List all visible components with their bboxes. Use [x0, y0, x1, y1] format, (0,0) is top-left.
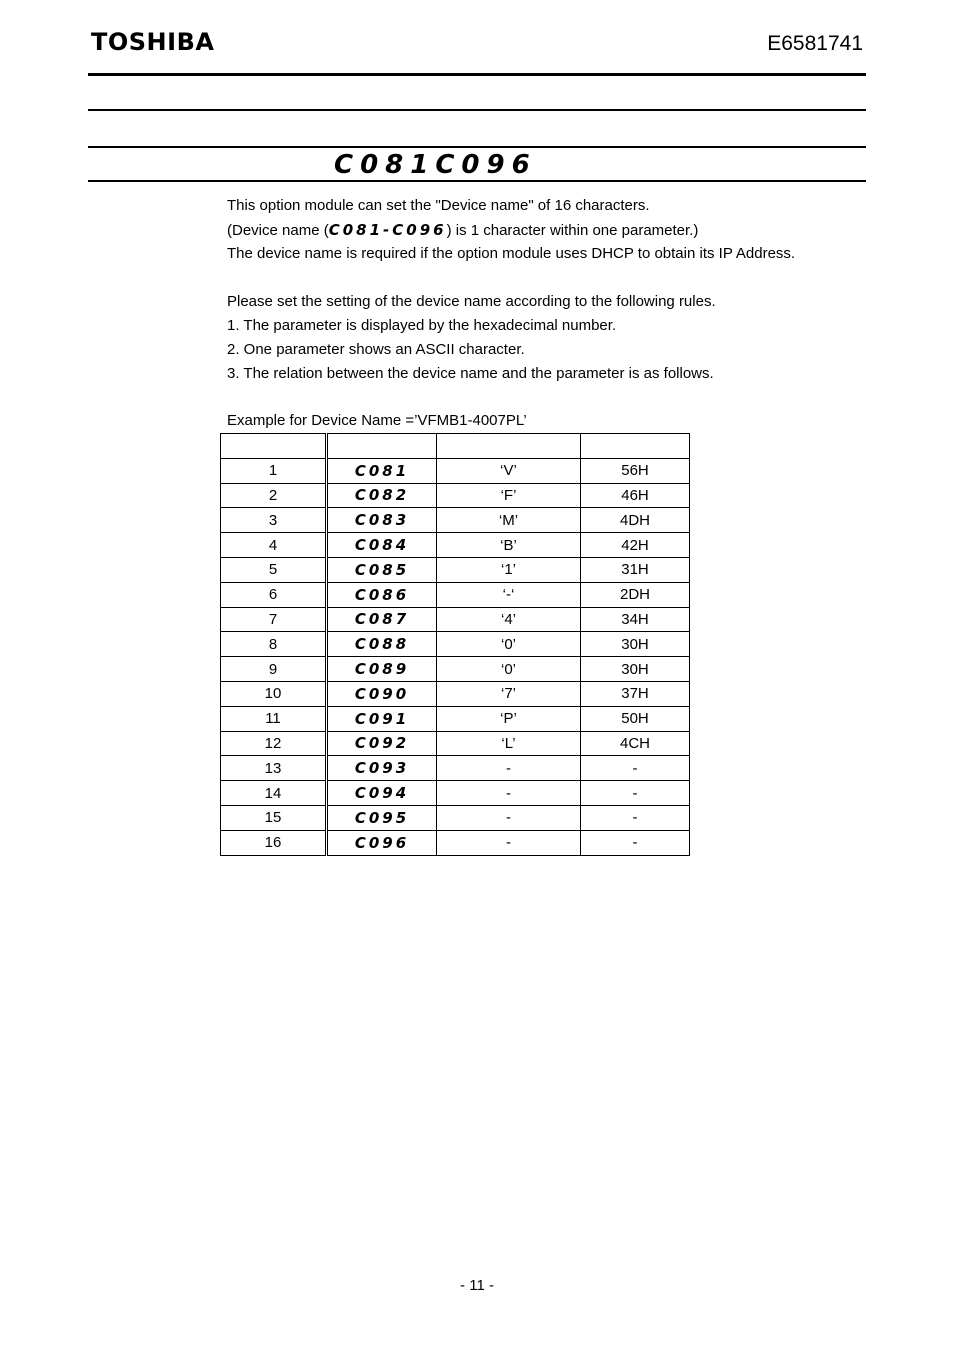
- table-row: [221, 756, 690, 781]
- row-number-cell: 10: [221, 681, 327, 706]
- row-number-cell: 16: [221, 830, 327, 855]
- row-number-cell: 9: [221, 657, 327, 682]
- parameter-display: C083: [354, 511, 410, 530]
- table-row: [221, 681, 690, 706]
- parameter-cell: [327, 458, 437, 483]
- header-rule: [88, 73, 866, 76]
- row-number-cell: 5: [221, 557, 327, 582]
- row-number-cell: 3: [221, 508, 327, 533]
- parameter-range-inline: C081-C096: [328, 221, 447, 239]
- hex-value-cell: -: [581, 805, 690, 830]
- hex-value-cell: 31H: [581, 557, 690, 582]
- character-cell: ‘4’: [437, 607, 581, 632]
- row-number-cell: 12: [221, 731, 327, 756]
- parameter-display: C085: [354, 560, 410, 579]
- page-number: - 11 -: [460, 1277, 494, 1294]
- section-rule-middle: [88, 146, 866, 148]
- rules-list: [227, 290, 716, 386]
- table-row: [221, 557, 690, 582]
- intro-line-3: The device name is required if the option module uses DHCP to obtain its IP Address.: [227, 245, 796, 262]
- table-row: [221, 805, 690, 830]
- parameter-display: C088: [354, 635, 410, 654]
- parameter-cell: [327, 483, 437, 508]
- section-rule-top: [88, 109, 866, 111]
- parameter-display: C096: [354, 833, 410, 852]
- hex-value-cell: 50H: [581, 706, 690, 731]
- parameter-cell: [327, 533, 437, 558]
- character-cell: ‘F’: [437, 483, 581, 508]
- table-row: [221, 483, 690, 508]
- row-number-cell: 2: [221, 483, 327, 508]
- character-cell: -: [437, 756, 581, 781]
- table-body: [221, 458, 690, 855]
- rule-item: 1. The parameter is displayed by the hexadecimal number.: [227, 317, 617, 334]
- parameter-cell: [327, 657, 437, 682]
- header-cell: [581, 434, 690, 459]
- parameter-cell: [327, 805, 437, 830]
- character-cell: ‘L’: [437, 731, 581, 756]
- hex-value-cell: 2DH: [581, 582, 690, 607]
- row-number-cell: 6: [221, 582, 327, 607]
- hex-value-cell: 56H: [581, 458, 690, 483]
- table-header-row: [221, 434, 690, 459]
- parameter-cell: [327, 706, 437, 731]
- header-cell: [221, 434, 327, 459]
- row-number-cell: 15: [221, 805, 327, 830]
- parameter-cell: [327, 731, 437, 756]
- rule-item: 3. The relation between the device name and the parameter is as follows.: [227, 365, 714, 382]
- row-number-cell: 1: [221, 458, 327, 483]
- parameter-display: C082: [354, 486, 410, 505]
- character-cell: -: [437, 805, 581, 830]
- row-number-cell: 8: [221, 632, 327, 657]
- intro-line-2-suffix: ) is 1 character within one parameter.): [446, 222, 699, 239]
- parameter-display: C094: [354, 784, 410, 803]
- character-cell: -: [437, 830, 581, 855]
- parameter-display: C087: [354, 610, 410, 629]
- character-cell: ‘V’: [437, 458, 581, 483]
- hex-value-cell: -: [581, 830, 690, 855]
- example-caption: Example for Device Name =’VFMB1-4007PL’: [227, 412, 527, 429]
- intro-line-2: [227, 218, 795, 242]
- parameter-display: C084: [354, 536, 410, 555]
- header-cell: [327, 434, 437, 459]
- table-row: [221, 830, 690, 855]
- parameter-display: C093: [354, 759, 410, 778]
- table-row: [221, 781, 690, 806]
- character-cell: ‘1’: [437, 557, 581, 582]
- brand-logo: TOSHIBA: [91, 28, 215, 56]
- row-number-cell: 4: [221, 533, 327, 558]
- character-cell: ‘7’: [437, 681, 581, 706]
- parameter-display: C090: [354, 684, 410, 703]
- hex-value-cell: 42H: [581, 533, 690, 558]
- parameter-cell: [327, 508, 437, 533]
- character-cell: -: [437, 781, 581, 806]
- table-row: [221, 582, 690, 607]
- intro-line-1: This option module can set the "Device name" of 16 characters.: [227, 197, 650, 214]
- character-cell: ‘P’: [437, 706, 581, 731]
- parameter-cell: [327, 756, 437, 781]
- parameter-cell: [327, 781, 437, 806]
- character-cell: ‘B’: [437, 533, 581, 558]
- parameter-display: C095: [354, 808, 410, 827]
- parameter-cell: [327, 607, 437, 632]
- table-row: [221, 508, 690, 533]
- hex-value-cell: 37H: [581, 681, 690, 706]
- parameter-cell: [327, 582, 437, 607]
- row-number-cell: 13: [221, 756, 327, 781]
- character-cell: ‘-‘: [437, 582, 581, 607]
- parameter-cell: [327, 632, 437, 657]
- row-number-cell: 14: [221, 781, 327, 806]
- device-name-table: [220, 433, 690, 856]
- table-row: [221, 657, 690, 682]
- parameter-range-title: C081C096: [334, 150, 537, 180]
- character-cell: ‘M’: [437, 508, 581, 533]
- parameter-cell: [327, 830, 437, 855]
- hex-value-cell: 4DH: [581, 508, 690, 533]
- row-number-cell: 11: [221, 706, 327, 731]
- parameter-cell: [327, 557, 437, 582]
- table-row: [221, 607, 690, 632]
- hex-value-cell: 4CH: [581, 731, 690, 756]
- parameter-display: C081: [354, 461, 410, 480]
- table-row: [221, 632, 690, 657]
- document-number: E6581741: [767, 32, 863, 55]
- table-row: [221, 706, 690, 731]
- parameter-display: C089: [354, 660, 410, 679]
- rule-item: 2. One parameter shows an ASCII character.: [227, 341, 525, 358]
- hex-value-cell: 30H: [581, 632, 690, 657]
- row-number-cell: 7: [221, 607, 327, 632]
- table-row: [221, 458, 690, 483]
- character-cell: ‘0’: [437, 632, 581, 657]
- parameter-display: C091: [354, 709, 410, 728]
- rules-intro: Please set the setting of the device name according to the following rules.: [227, 293, 716, 310]
- intro-line-2-prefix: (Device name (: [227, 222, 329, 239]
- parameter-cell: [327, 681, 437, 706]
- hex-value-cell: -: [581, 756, 690, 781]
- hex-value-cell: 30H: [581, 657, 690, 682]
- table-row: [221, 533, 690, 558]
- section-rule-bottom: [88, 180, 866, 182]
- intro-text: [227, 194, 795, 266]
- hex-value-cell: -: [581, 781, 690, 806]
- header-cell: [437, 434, 581, 459]
- table-row: [221, 731, 690, 756]
- hex-value-cell: 34H: [581, 607, 690, 632]
- hex-value-cell: 46H: [581, 483, 690, 508]
- parameter-display: C092: [354, 734, 410, 753]
- parameter-display: C086: [354, 585, 410, 604]
- character-cell: ‘0’: [437, 657, 581, 682]
